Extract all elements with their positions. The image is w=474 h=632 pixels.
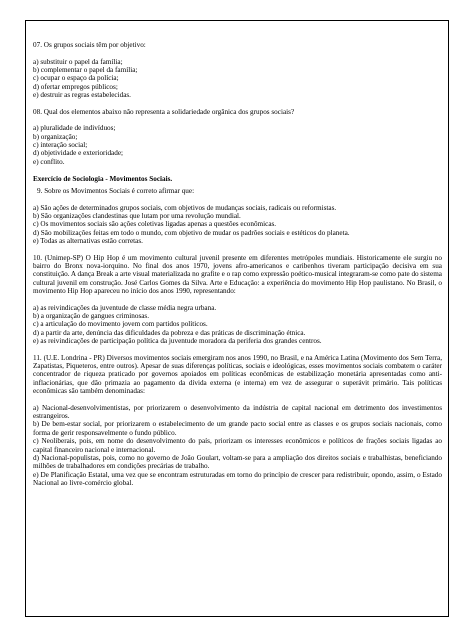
option: c) ocupar o espaço da polícia;: [33, 74, 119, 83]
document-body: [33, 41, 442, 487]
option: a) pluralidade de indivíduos;: [33, 124, 116, 133]
option: d) ofertar empregos públicos;: [33, 82, 118, 91]
question-11: 11. (U.E. Londrina - PR) Diversos movimentos sociais emergiram nos anos 1990, no Brasil, e na América Latina (Movimento dos Sem Terra, Zapatistas, Piqueteros, entre outros). Apesar de suas diferenças políticas, sociais e ideológicas, esses movimentos sociais combatem o caráter concentrador de riqueza praticado por governos apoiados em políticas econômicas de estabilização monetária apresentadas como anti-inflacionárias, que dão primazia ao pagamento da dívida externa (e interna) em vez de assegurar o superávit primário. Tais políticas econômicas são também denominadas:: [33, 353, 442, 396]
question-08: 08. Qual dos elementos abaixo não representa a solidariedade orgânica dos grupos sociais?: [33, 107, 295, 116]
question-10-options: [33, 304, 442, 346]
option: b) São organizações clandestinas que lutam por uma revolução mundial.: [33, 211, 241, 220]
question-08-options: [33, 124, 442, 166]
question-09-options: [33, 204, 442, 246]
option: e) conflito.: [33, 157, 65, 166]
question-07: 07. Os grupos sociais têm por objetivo:: [33, 41, 146, 49]
option: d) a partir da arte, denúncia das dificuldades da pobreza e das práticas de discriminação étnica.: [33, 328, 306, 337]
question-10: 10. (Unimep-SP) O Hip Hop é um movimento cultural juvenil presente em diferentes metrópoles mundiais. Historicamente ele surgiu no bairro do Bronx nova-iorquino. No final dos anos 1970, jovens afro-americanos e caribenhos tiveram participação decisiva em sua constituição. A dança Break a arte visual materializada no grafite e o rap como expressão poético-musical integraram-se como pate do sistema cultural juvenil em construção. José Carlos Gomes da Silva. Arte e Educação: a experiência do movimento Hip Hop paulistano. No Brasil, o movimento Hip Hop apareceu no início dos anos 1990, representando:: [33, 253, 442, 295]
option: c) interação social;: [33, 141, 88, 150]
option: d) Nacional-populistas, pois, como no governo de João Goulart, voltam-se para a ampliação dos direitos sociais e trabalhistas, beneficiando milhões de trabalhadores em condições precárias de trabalho.: [33, 453, 442, 471]
question-11-options: [33, 404, 442, 487]
option: b) organização;: [33, 132, 78, 141]
option: e) Todas as alternativas estão corretas.: [33, 236, 143, 245]
option: c) Neoliberais, pois, em nome do desenvolvimento do país, priorizam os interesses econômicos e políticos de frações sociais ligadas ao capital financeiro nacional e internacional.: [33, 437, 442, 454]
option: d) objetividade e exterioridade;: [33, 149, 124, 158]
option: e) as reivindicações de participação política da juventude moradora da periferia dos grandes centros.: [33, 337, 322, 346]
option: a) as reivindicações da juventude de classe média negra urbana.: [33, 303, 217, 312]
option: e) De Planificação Estatal, uma vez que se encontram estruturadas em torno do princípio de crescer para redistribuir, opondo, assim, o Estado Nacional ao livre-comércio global.: [33, 470, 442, 487]
option: a) substituir o papel da família;: [33, 57, 123, 66]
option: c) a articulação do movimento jovem com partidos políticos.: [33, 320, 208, 329]
option: a) Nacional-desenvolvimentistas, por priorizarem o desenvolvimento da indústria de capital nacional em detrimento dos investimentos estrangeiros.: [33, 403, 442, 421]
option: a) São ações de determinados grupos sociais, com objetivos de mudanças sociais, radicais ou reformistas.: [33, 203, 337, 212]
option: b) De bem-estar social, por priorizarem o estabelecimento de um grande pacto social entre as classes e os grupos sociais nacionais, como forma de gerir responsavelmente o fundo público.: [33, 420, 442, 437]
option: b) complementar o papel da família;: [33, 66, 138, 75]
option: e) destruir as regras estabelecidas.: [33, 91, 131, 100]
option: c) Os movimentos sociais são ações coletivas ligadas apenas a questões econômicas.: [33, 220, 277, 229]
option: d) São mobilizações feitas em todo o mundo, com objetivo de mudar os padrões sociais e estéticos do planeta.: [33, 228, 350, 237]
section-title: Exercício de Sociologia - Movimentos Sociais.: [33, 174, 173, 183]
question-07-options: [33, 58, 442, 100]
question-09: 9. Sobre os Movimentos Sociais é correto afirmar que:: [37, 186, 195, 195]
option: b) a organização de gangues criminosas.: [33, 312, 150, 320]
